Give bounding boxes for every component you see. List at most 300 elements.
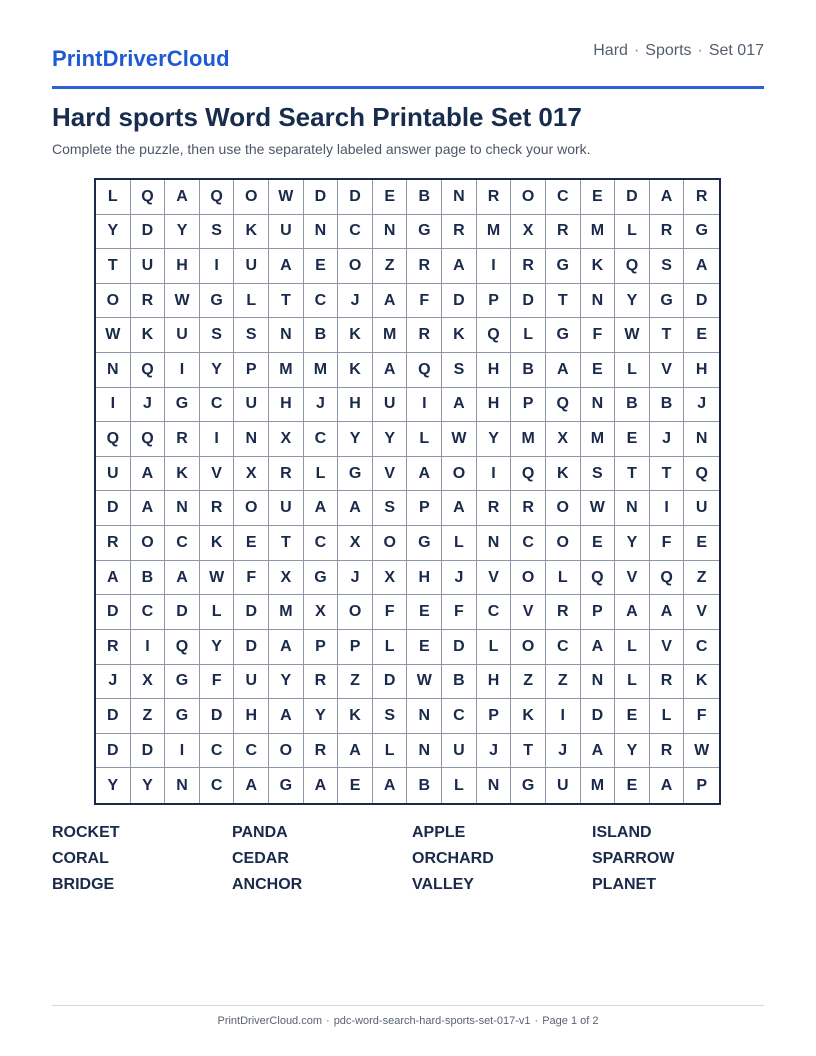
grid-cell: I (650, 491, 685, 526)
grid-cell: O (96, 284, 131, 319)
grid-cell: D (96, 595, 131, 630)
grid-cell: I (131, 630, 166, 665)
grid-cell: B (407, 768, 442, 803)
grid-cell: Y (200, 353, 235, 388)
page-subtitle: Complete the puzzle, then use the separately labeled answer page to check your work. (52, 141, 591, 157)
grid-cell: V (373, 457, 408, 492)
grid-cell: L (200, 595, 235, 630)
grid-cell: M (477, 215, 512, 250)
grid-cell: I (96, 388, 131, 423)
grid-cell: N (373, 215, 408, 250)
grid-cell: I (165, 353, 200, 388)
grid-cell: C (304, 284, 339, 319)
grid-cell: G (165, 665, 200, 700)
grid-cell: A (581, 734, 616, 769)
grid-cell: D (581, 699, 616, 734)
footer-page-label: Page 1 of 2 (542, 1015, 599, 1027)
grid-cell: M (581, 215, 616, 250)
grid-cell: A (407, 457, 442, 492)
grid-cell: A (131, 457, 166, 492)
grid-cell: D (234, 595, 269, 630)
footer-separator: · (534, 1015, 539, 1027)
grid-cell: L (442, 768, 477, 803)
grid-cell: U (269, 491, 304, 526)
grid-cell: L (615, 665, 650, 700)
grid-cell: K (684, 665, 719, 700)
grid-cell: D (511, 284, 546, 319)
grid-cell: C (442, 699, 477, 734)
grid-cell: O (546, 491, 581, 526)
grid-cell: N (304, 215, 339, 250)
grid-cell: D (373, 665, 408, 700)
grid-cell: B (131, 561, 166, 596)
grid-cell: O (373, 526, 408, 561)
page-footer (52, 1005, 764, 1027)
grid-cell: S (200, 318, 235, 353)
grid-cell: C (546, 630, 581, 665)
grid-cell: Q (581, 561, 616, 596)
grid-cell: L (442, 526, 477, 561)
grid-cell: D (615, 180, 650, 215)
grid-cell: A (96, 561, 131, 596)
grid-cell: H (269, 388, 304, 423)
grid-cell: Q (131, 422, 166, 457)
grid-cell: E (304, 249, 339, 284)
grid-cell: Q (165, 630, 200, 665)
word-list-item: ANCHOR (232, 876, 303, 893)
grid-cell: K (338, 353, 373, 388)
grid-cell: J (546, 734, 581, 769)
grid-cell: P (477, 699, 512, 734)
grid-cell: W (442, 422, 477, 457)
grid-cell: L (615, 215, 650, 250)
grid-cell: N (581, 284, 616, 319)
grid-cell: M (511, 422, 546, 457)
grid-cell: X (234, 457, 269, 492)
grid-cell: K (546, 457, 581, 492)
grid-cell: A (165, 561, 200, 596)
grid-cell: A (442, 388, 477, 423)
grid-cell: D (200, 699, 235, 734)
grid-cell: J (442, 561, 477, 596)
grid-cell: O (546, 526, 581, 561)
grid-cell: L (373, 630, 408, 665)
grid-cell: C (200, 768, 235, 803)
grid-cell: Z (546, 665, 581, 700)
grid-cell: Y (615, 734, 650, 769)
grid-cell: G (511, 768, 546, 803)
grid-cell: R (269, 457, 304, 492)
grid-cell: N (407, 734, 442, 769)
grid-cell: O (338, 595, 373, 630)
grid-cell: Z (131, 699, 166, 734)
grid-cell: L (373, 734, 408, 769)
grid-cell: C (200, 734, 235, 769)
grid-cell: W (407, 665, 442, 700)
grid-cell: A (373, 768, 408, 803)
grid-cell: X (131, 665, 166, 700)
grid-cell: N (581, 665, 616, 700)
grid-cell: Q (131, 353, 166, 388)
grid-cell: R (131, 284, 166, 319)
grid-cell: O (511, 561, 546, 596)
grid-cell: K (131, 318, 166, 353)
breadcrumb-item-category[interactable]: Sports (645, 42, 692, 59)
grid-cell: R (442, 215, 477, 250)
grid-cell: S (200, 215, 235, 250)
breadcrumb (593, 42, 764, 60)
grid-cell: L (407, 422, 442, 457)
grid-cell: U (546, 768, 581, 803)
grid-cell: C (338, 215, 373, 250)
grid-cell: C (477, 595, 512, 630)
grid-cell: R (650, 215, 685, 250)
grid-cell: L (546, 561, 581, 596)
grid-cell: T (615, 457, 650, 492)
grid-cell: Z (511, 665, 546, 700)
word-list-item: PANDA (232, 824, 288, 841)
grid-cell: E (407, 595, 442, 630)
grid-cell: R (511, 249, 546, 284)
grid-cell: D (442, 630, 477, 665)
grid-cell: G (407, 215, 442, 250)
grid-cell: D (96, 699, 131, 734)
grid-cell: V (650, 353, 685, 388)
grid-cell: B (511, 353, 546, 388)
grid-cell: R (650, 665, 685, 700)
word-list-item: CORAL (52, 850, 109, 867)
grid-cell: D (234, 630, 269, 665)
grid-cell: A (373, 353, 408, 388)
word-list-item: BRIDGE (52, 876, 115, 893)
grid-cell: O (511, 630, 546, 665)
grid-cell: D (304, 180, 339, 215)
word-list-item: VALLEY (412, 876, 474, 893)
grid-cell: A (650, 180, 685, 215)
grid-cell: R (546, 215, 581, 250)
grid-cell: V (650, 630, 685, 665)
word-list-item: APPLE (412, 824, 466, 841)
grid-cell: K (511, 699, 546, 734)
grid-cell: M (304, 353, 339, 388)
grid-cell: Y (615, 526, 650, 561)
grid-cell: U (442, 734, 477, 769)
grid-cell: H (407, 561, 442, 596)
grid-cell: G (165, 388, 200, 423)
grid-cell: L (615, 353, 650, 388)
grid-cell: C (131, 595, 166, 630)
grid-cell: I (200, 249, 235, 284)
breadcrumb-item-level[interactable]: Hard (593, 42, 628, 59)
grid-cell: U (373, 388, 408, 423)
grid-cell: A (650, 595, 685, 630)
grid-cell: U (684, 491, 719, 526)
grid-cell: O (131, 526, 166, 561)
grid-cell: R (304, 665, 339, 700)
grid-cell: I (477, 249, 512, 284)
grid-cell: A (131, 491, 166, 526)
grid-cell: V (511, 595, 546, 630)
page-title: Hard sports Word Search Printable Set 017 (52, 102, 582, 132)
grid-cell: D (96, 491, 131, 526)
grid-cell: G (304, 561, 339, 596)
grid-cell: E (407, 630, 442, 665)
grid-cell: S (442, 353, 477, 388)
grid-cell: J (96, 665, 131, 700)
grid-cell: Q (511, 457, 546, 492)
grid-cell: K (338, 318, 373, 353)
grid-cell: Y (96, 768, 131, 803)
grid-cell: T (650, 457, 685, 492)
grid-cell: N (581, 388, 616, 423)
grid-cell: W (581, 491, 616, 526)
grid-cell: K (338, 699, 373, 734)
grid-cell: O (338, 249, 373, 284)
grid-cell: F (684, 699, 719, 734)
grid-cell: D (338, 180, 373, 215)
grid-cell: W (96, 318, 131, 353)
grid-cell: Y (165, 215, 200, 250)
grid-cell: N (234, 422, 269, 457)
grid-cell: D (96, 734, 131, 769)
grid-cell: G (338, 457, 373, 492)
grid-cell: F (442, 595, 477, 630)
grid-cell: A (338, 491, 373, 526)
grid-cell: A (234, 768, 269, 803)
grid-cell: G (407, 526, 442, 561)
grid-cell: V (684, 595, 719, 630)
breadcrumb-item-set: Set 017 (708, 42, 764, 59)
word-list (52, 824, 772, 894)
grid-cell: Y (338, 422, 373, 457)
grid-cell: F (373, 595, 408, 630)
grid-cell: Y (200, 630, 235, 665)
grid-cell: K (581, 249, 616, 284)
grid-cell: H (477, 665, 512, 700)
grid-cell: N (165, 491, 200, 526)
grid-cell: A (546, 353, 581, 388)
grid-cell: E (684, 526, 719, 561)
grid-cell: P (581, 595, 616, 630)
grid-cell: Z (684, 561, 719, 596)
grid-cell: T (269, 284, 304, 319)
grid-cell: B (407, 180, 442, 215)
grid-cell: P (304, 630, 339, 665)
grid-cell: X (511, 215, 546, 250)
grid-cell: D (131, 734, 166, 769)
grid-cell: Y (131, 768, 166, 803)
grid-cell: L (650, 699, 685, 734)
grid-cell: G (546, 249, 581, 284)
grid-cell: T (269, 526, 304, 561)
grid-cell: X (338, 526, 373, 561)
grid-cell: P (477, 284, 512, 319)
grid-cell: R (650, 734, 685, 769)
grid-cell: S (650, 249, 685, 284)
brand-logo-link[interactable]: PrintDriverCloud (52, 46, 230, 71)
grid-cell: Q (96, 422, 131, 457)
grid-cell: R (200, 491, 235, 526)
grid-cell: J (304, 388, 339, 423)
grid-cell: U (234, 665, 269, 700)
grid-cell: E (615, 699, 650, 734)
grid-cell: A (304, 491, 339, 526)
grid-cell: E (581, 353, 616, 388)
grid-cell: R (304, 734, 339, 769)
grid-cell: N (442, 180, 477, 215)
grid-cell: O (511, 180, 546, 215)
grid-cell: X (546, 422, 581, 457)
grid-cell: N (96, 353, 131, 388)
grid-cell: Q (200, 180, 235, 215)
grid-cell: N (269, 318, 304, 353)
word-list-item: ISLAND (592, 824, 652, 841)
word-list-item: PLANET (592, 876, 656, 893)
grid-cell: W (165, 284, 200, 319)
grid-cell: N (684, 422, 719, 457)
grid-cell: C (200, 388, 235, 423)
grid-cell: A (269, 630, 304, 665)
grid-cell: H (234, 699, 269, 734)
grid-cell: H (165, 249, 200, 284)
grid-cell: K (234, 215, 269, 250)
grid-cell: W (615, 318, 650, 353)
grid-cell: S (373, 699, 408, 734)
grid-cell: R (477, 491, 512, 526)
grid-cell: D (131, 215, 166, 250)
grid-cell: K (442, 318, 477, 353)
grid-cell: L (304, 457, 339, 492)
grid-cell: R (165, 422, 200, 457)
grid-cell: W (684, 734, 719, 769)
grid-cell: A (442, 249, 477, 284)
grid-cell: A (269, 699, 304, 734)
grid-cell: E (373, 180, 408, 215)
grid-cell: A (442, 491, 477, 526)
grid-cell: J (338, 284, 373, 319)
grid-cell: Z (338, 665, 373, 700)
grid-cell: I (407, 388, 442, 423)
grid-cell: G (269, 768, 304, 803)
grid-cell: U (234, 388, 269, 423)
grid-cell: M (269, 353, 304, 388)
grid-cell: E (234, 526, 269, 561)
grid-cell: S (234, 318, 269, 353)
grid-cell: B (650, 388, 685, 423)
grid-cell: A (338, 734, 373, 769)
grid-cell: J (338, 561, 373, 596)
word-search-grid (94, 178, 721, 805)
grid-cell: J (477, 734, 512, 769)
grid-cell: Q (131, 180, 166, 215)
grid-cell: P (407, 491, 442, 526)
grid-cell: G (165, 699, 200, 734)
grid-cell: J (650, 422, 685, 457)
grid-cell: L (511, 318, 546, 353)
grid-cell: Y (615, 284, 650, 319)
grid-cell: F (650, 526, 685, 561)
grid-cell: U (165, 318, 200, 353)
grid-cell: T (511, 734, 546, 769)
grid-cell: R (96, 526, 131, 561)
grid-cell: I (546, 699, 581, 734)
grid-cell: B (615, 388, 650, 423)
grid-cell: G (650, 284, 685, 319)
grid-cell: U (234, 249, 269, 284)
grid-cell: P (696, 776, 708, 794)
grid-cell: O (234, 491, 269, 526)
grid-cell: N (615, 491, 650, 526)
grid-cell: A (373, 284, 408, 319)
grid-cell: A (165, 180, 200, 215)
grid-cell: R (511, 491, 546, 526)
grid-cell: Q (407, 353, 442, 388)
footer-doc-id: pdc-word-search-hard-sports-set-017-v1 (333, 1015, 531, 1027)
grid-cell: D (165, 595, 200, 630)
grid-cell: Y (373, 422, 408, 457)
grid-cell: F (200, 665, 235, 700)
grid-cell: C (511, 526, 546, 561)
grid-cell: F (407, 284, 442, 319)
grid-cell: Y (304, 699, 339, 734)
grid-cell: G (546, 318, 581, 353)
grid-cell: T (546, 284, 581, 319)
word-list-item: CEDAR (232, 850, 289, 867)
grid-cell: Z (373, 249, 408, 284)
grid-cell: E (684, 318, 719, 353)
grid-cell: C (304, 526, 339, 561)
grid-cell: I (165, 734, 200, 769)
grid-cell: M (581, 422, 616, 457)
grid-cell: E (615, 422, 650, 457)
word-list-item: SPARROW (592, 850, 675, 867)
grid-cell: R (96, 630, 131, 665)
grid-cell: T (96, 249, 131, 284)
grid-cell: O (269, 734, 304, 769)
grid-cell: N (165, 768, 200, 803)
grid-cell: E (615, 768, 650, 803)
grid-cell: R (407, 249, 442, 284)
grid-cell: A (684, 249, 719, 284)
grid-cell: Q (684, 457, 719, 492)
grid-cell: O (234, 180, 269, 215)
grid-cell: Q (615, 249, 650, 284)
word-list-item: ROCKET (52, 824, 120, 841)
grid-cell: C (684, 630, 719, 665)
grid-cell: N (477, 526, 512, 561)
grid-cell: E (581, 526, 616, 561)
grid-cell: Y (96, 215, 131, 250)
grid-cell: N (477, 768, 512, 803)
grid-cell: L (615, 630, 650, 665)
grid-cell: Q (546, 388, 581, 423)
grid-cell: R (546, 595, 581, 630)
grid-cell: E (338, 768, 373, 803)
grid-cell: A (581, 630, 616, 665)
grid-cell: E (581, 180, 616, 215)
grid-cell: R (684, 180, 719, 215)
grid-cell: K (165, 457, 200, 492)
breadcrumb-separator: · (633, 42, 640, 59)
grid-cell: V (200, 457, 235, 492)
grid-cell: Y (477, 422, 512, 457)
grid-cell: H (477, 353, 512, 388)
grid-cell: D (442, 284, 477, 319)
grid-cell: A (269, 249, 304, 284)
grid-cell: C (546, 180, 581, 215)
grid-cell: J (131, 388, 166, 423)
grid-cell: O (442, 457, 477, 492)
